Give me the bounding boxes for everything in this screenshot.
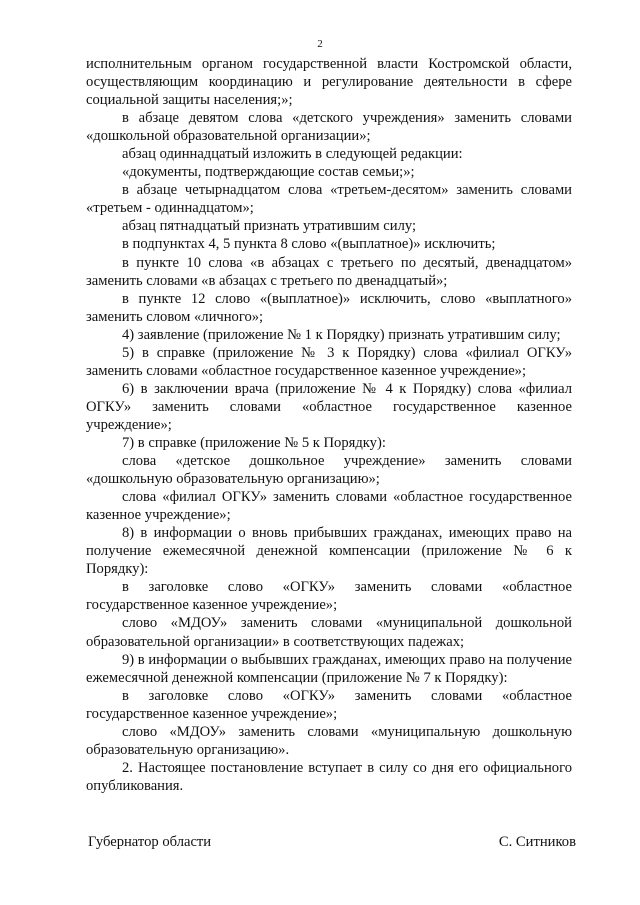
paragraph: 9) в информации о выбывших гражданах, имеющих право на получение ежемесячной денежной компенсации (приложение № 7 к Порядку):: [86, 651, 572, 686]
paragraph: абзац пятнадцатый признать утратившим силу;: [122, 218, 417, 235]
paragraph: в заголовке слово «ОГКУ» заменить словами «областное государственное казенное учреждение»;: [86, 579, 572, 614]
paragraph: 6) в заключении врача (приложение № 4 к Порядку) слова «филиал ОГКУ» заменить словами «областное государственное казенное учреждение»;: [86, 380, 572, 433]
paragraph: в абзаце четырнадцатом слова «третьем-десятом» заменить словами «третьем - одиннадцатом»;: [86, 182, 572, 217]
page-number: 2: [317, 38, 323, 50]
signatory-position: Губернатор области: [88, 834, 212, 850]
paragraph: 8) в информации о вновь прибывших гражданах, имеющих право на получение ежемесячной денежной компенсации (приложение № 6 к Порядку):: [86, 525, 572, 578]
signature-block: [88, 833, 576, 851]
signatory-name: С. Ситников: [498, 834, 576, 850]
paragraph: «документы, подтверждающие состав семьи;»;: [122, 164, 415, 181]
paragraph: слово «МДОУ» заменить словами «муниципальную дошкольную образовательную организацию».: [86, 723, 572, 758]
paragraph: в подпунктах 4, 5 пункта 8 слово «(выплатное)» исключить;: [122, 236, 496, 253]
paragraph: абзац одиннадцатый изложить в следующей редакции:: [122, 146, 463, 163]
paragraph: исполнительным органом государственной власти Костромской области, осуществляющим координацию и регулирование деятельности в сфере социальной защиты населения;»;: [86, 56, 572, 109]
paragraph: 4) заявление (приложение № 1 к Порядку) признать утратившим силу;: [122, 326, 561, 343]
paragraph: слово «МДОУ» заменить словами «муниципальной дошкольной образовательной организации» в соответствующих падежах;: [86, 615, 572, 650]
paragraph: в заголовке слово «ОГКУ» заменить словами «областное государственное казенное учреждение»;: [86, 687, 572, 722]
paragraph: в абзаце девятом слова «детского учреждения» заменить словами «дошкольной образовательной организации»;: [86, 110, 572, 145]
paragraph: 7) в справке (приложение № 5 к Порядку):: [122, 434, 386, 451]
paragraph: 5) в справке (приложение № 3 к Порядку) слова «филиал ОГКУ» заменить словами «областное государственное казенное учреждение»;: [86, 344, 572, 379]
paragraph: в пункте 10 слова «в абзацах с третьего по десятый, двенадцатом» заменить словами «в абзацах с третьего по двенадцатый»;: [86, 254, 572, 289]
document-body: [86, 55, 572, 795]
paragraph: слова «филиал ОГКУ» заменить словами «областное государственное казенное учреждение»;: [86, 489, 572, 524]
paragraph: слова «детское дошкольное учреждение» заменить словами «дошкольную образовательную организацию»;: [86, 453, 572, 488]
paragraph: 2. Настоящее постановление вступает в силу со дня его официального опубликования.: [86, 759, 572, 794]
paragraph: в пункте 12 слово «(выплатное)» исключить, слово «выплатного» заменить словом «личного»;: [86, 290, 572, 325]
